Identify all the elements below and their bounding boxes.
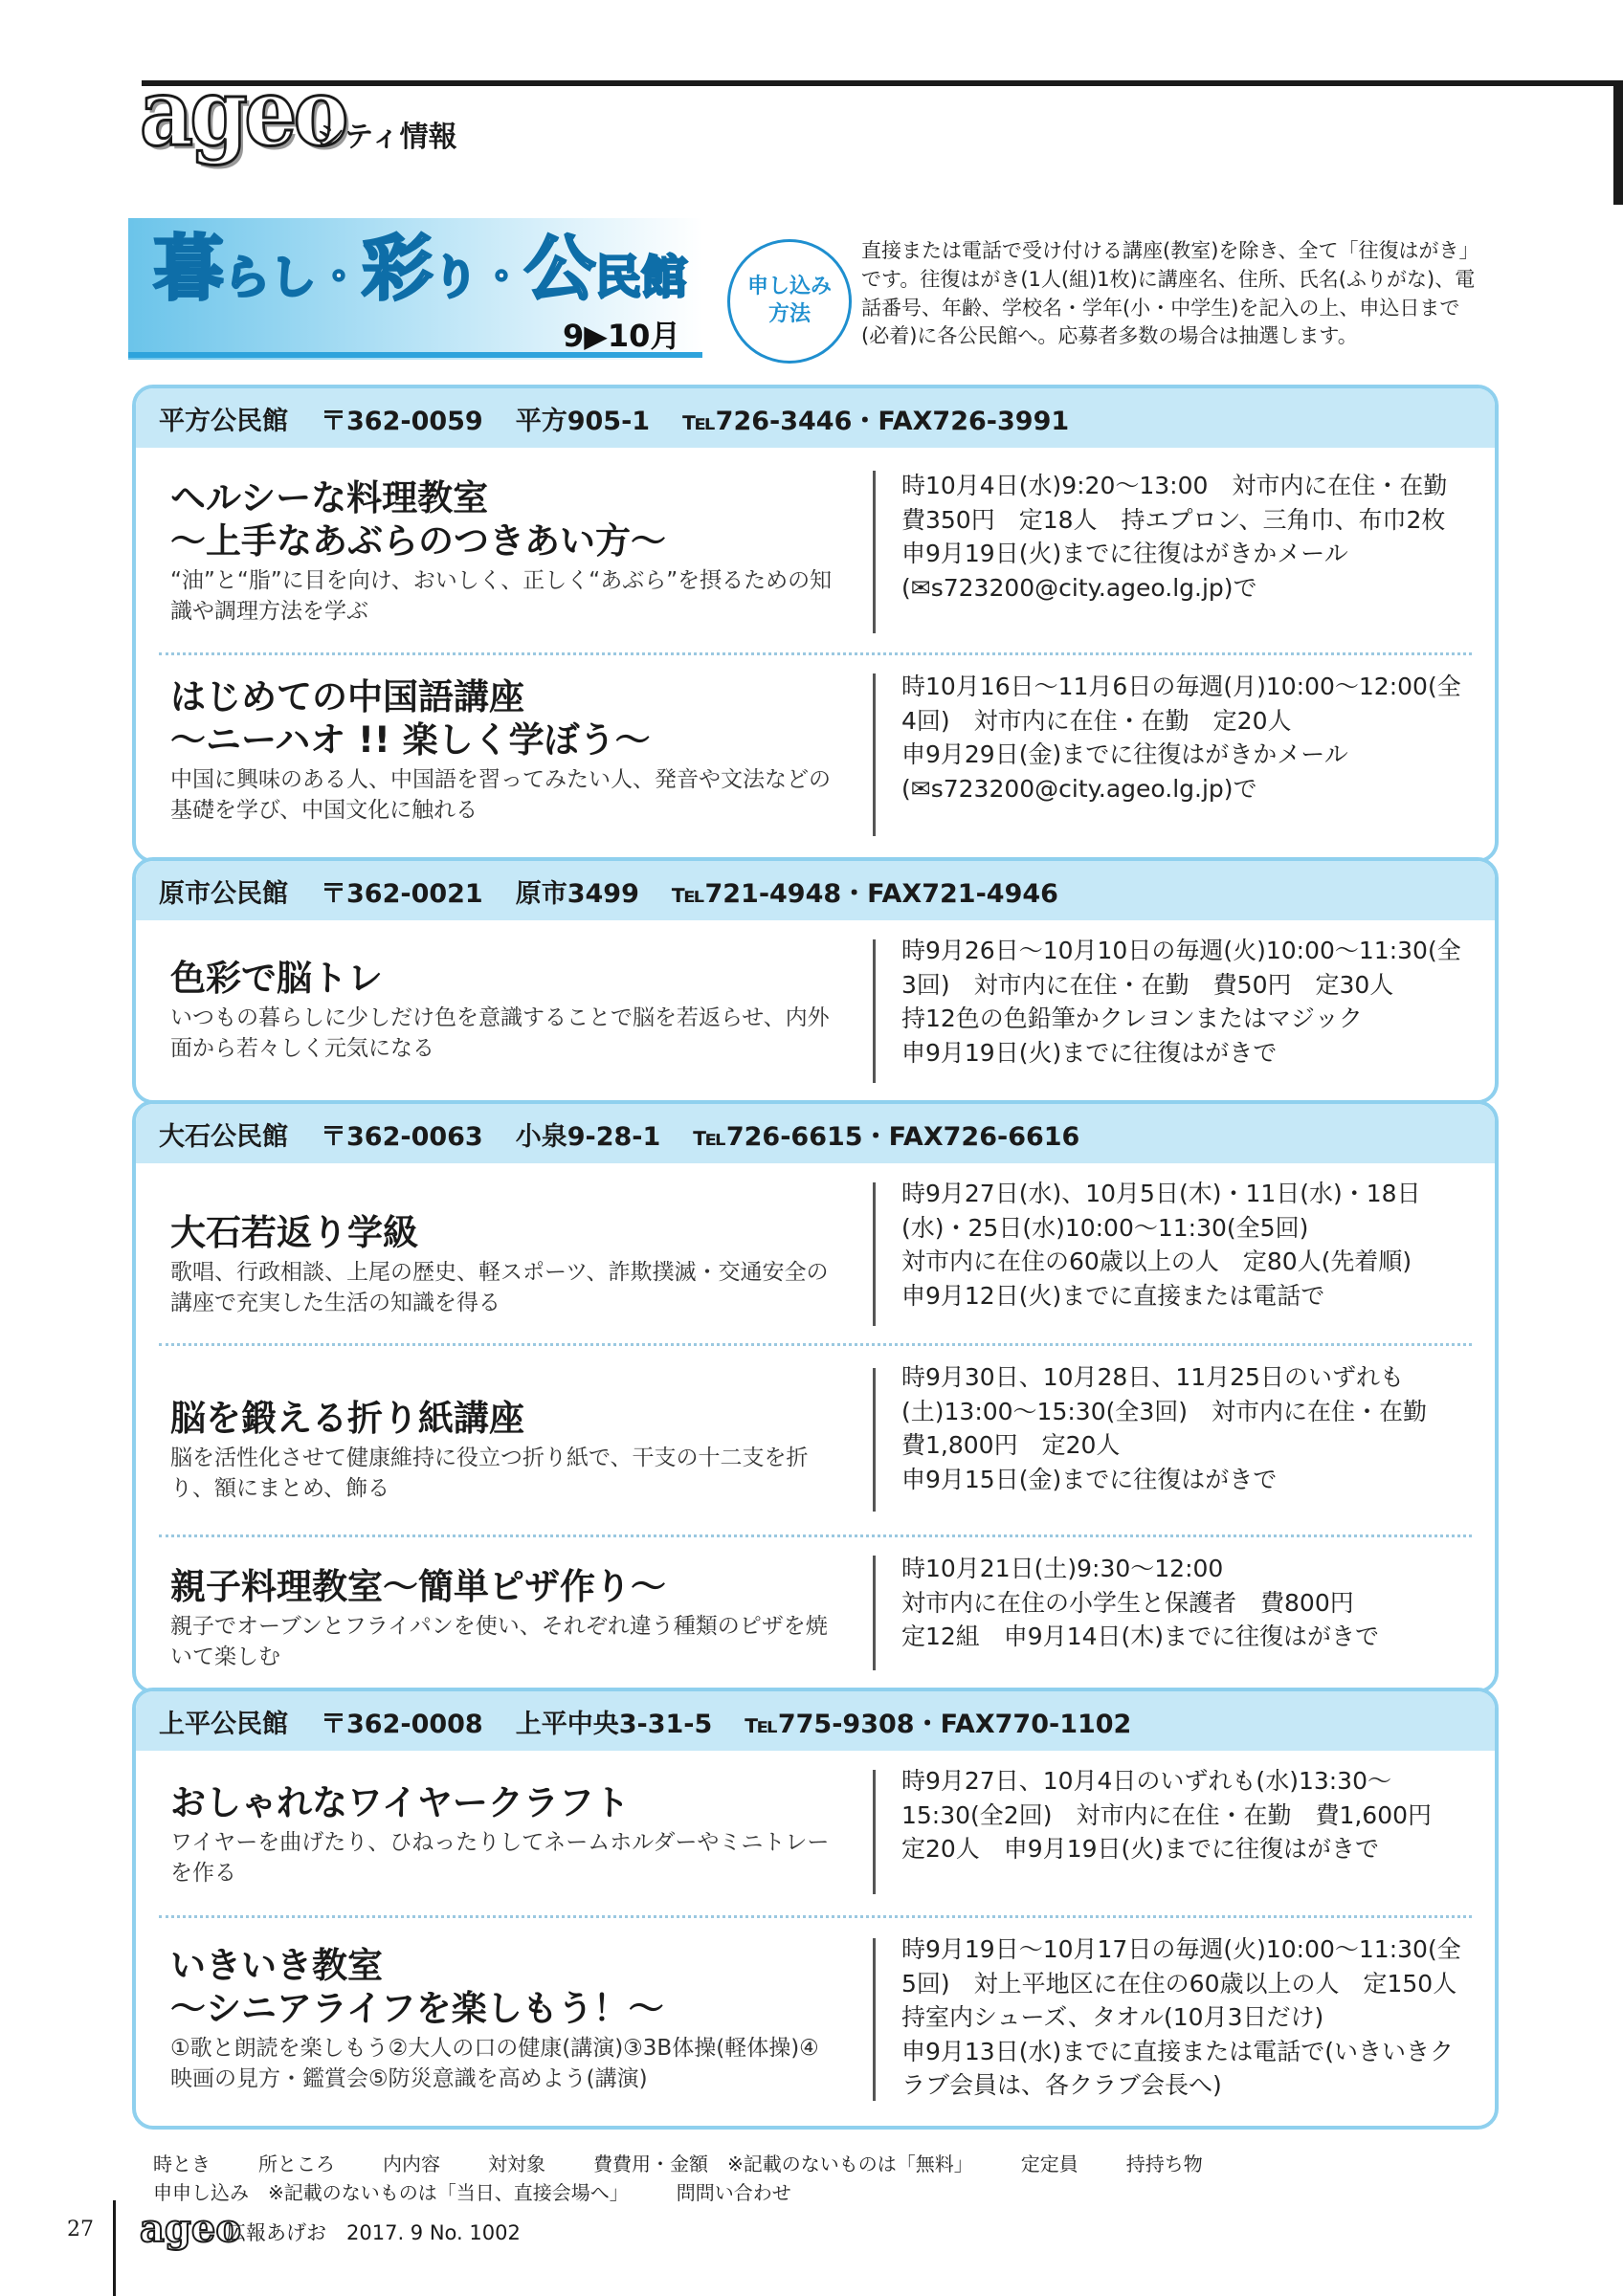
course-description: 脳を活性化させて健康維持に役立つ折り紙で、干支の十二支を折り、額にまとめ、飾る <box>170 1446 809 1501</box>
hall-address: 平方905-1 <box>515 406 651 436</box>
hall-name: 上平公民館 <box>159 1709 288 1739</box>
apply-method-badge <box>727 239 852 364</box>
banner-title: 暮らし・彩り・公民館 <box>153 228 688 310</box>
course-divider <box>159 1534 1472 1537</box>
section-header <box>136 1104 1495 1163</box>
section-kamihira <box>132 1688 1499 2130</box>
header-rule <box>142 80 1623 86</box>
legend-item: 内内容 <box>383 2152 440 2175</box>
hall-phone: ℡721-4948・FAX721-4946 <box>671 878 1058 909</box>
legend-item: 問問い合わせ <box>676 2181 791 2204</box>
course-description: “油”と“脂”に目を向け、おいしく、正しく“あぶら”を摂るための知識や調理方法を学ぶ <box>170 568 833 624</box>
course-description: 親子でオーブンとフライパンを使い、それぞれ違う種類のピザを焼いて楽しむ <box>170 1614 828 1669</box>
course-divider <box>159 1915 1472 1918</box>
legend-row <box>153 2149 1251 2176</box>
hall-zip: 〒362-0063 <box>321 1121 483 1152</box>
course-description: いつもの暮らしに少しだけ色を意識することで脳を若返らせ、内外面から若々しく元気になる <box>170 1005 830 1061</box>
course-title: おしゃれなワイヤークラフト <box>170 1782 630 1823</box>
course-divider <box>159 1343 1472 1346</box>
course-title: いきいき教室 ～シニアライフを楽しもう！～ <box>170 1945 664 2030</box>
hall-zip: 〒362-0008 <box>321 1709 483 1739</box>
course-item <box>136 920 1495 1096</box>
course-description: 歌唱、行政相談、上尾の歴史、軽スポーツ、詐欺撲滅・交通安全の講座で充実した生活の知識を得る <box>170 1260 829 1315</box>
course-info: 時10月4日(水)9:20～13:00 対市内に在住・在勤 費350円 定18人 持エプロン、三角巾、布巾2枚 申9月19日(火)までに往復はがきかメール (✉s723200@city.ageo.lg.jp)で <box>901 472 1448 602</box>
hall-phone: ℡775-9308・FAX770-1102 <box>745 1709 1132 1739</box>
footer-divider <box>113 2200 116 2296</box>
apply-method-text: 直接または電話で受け付ける講座(教室)を除き、全て「往復はがき」です。往復はがき(1人(組)1枚)に講座名、住所、氏名(ふりがな)、電話番号、年齢、学校名・学年(小・中学生)を記入の上、申込日まで(必着)に各公民館へ。応募者多数の場合は抽選します。 <box>861 239 1479 348</box>
legend-item: 申申し込み ※記載のないものは「当日、直接会場へ」 <box>153 2181 629 2204</box>
section-label: シティ情報 <box>316 121 457 154</box>
course-title: 親子料理教室～簡単ピザ作り～ <box>170 1566 666 1607</box>
section-oishi <box>132 1100 1499 1693</box>
column-divider <box>873 673 876 836</box>
page-number: 27 <box>67 2218 94 2241</box>
course-item <box>136 1919 1495 2120</box>
legend-item: 対対象 <box>488 2152 545 2175</box>
section-header <box>136 861 1495 920</box>
course-info: 時9月27日、10月4日のいずれも(水)13:30～15:30(全2回) 対市内に在住・在勤 費1,600円 定20人 申9月19日(火)までに往復はがきで <box>901 1767 1433 1863</box>
apply-method-label: 申し込み 方法 <box>746 275 832 326</box>
legend-item: 持持ち物 <box>1125 2152 1203 2175</box>
footer-issue-info: 広報あげお 2017. 9 No. 1002 <box>226 2221 521 2244</box>
hall-zip: 〒362-0059 <box>321 406 483 436</box>
hall-address: 小泉9-28-1 <box>515 1121 661 1152</box>
column-divider <box>873 1182 876 1326</box>
ageo-logo: ageo <box>140 58 345 166</box>
column-divider <box>873 1368 876 1512</box>
header-side-bar <box>1613 80 1623 205</box>
section-hirakata <box>132 385 1499 863</box>
legend-item: 時とき <box>153 2152 211 2175</box>
footer-logo: ageo <box>140 2206 242 2251</box>
course-title: 大石若返り学級 <box>170 1212 418 1253</box>
hall-phone: ℡726-6615・FAX726-6616 <box>693 1121 1080 1152</box>
course-item <box>136 1347 1495 1534</box>
column-divider <box>873 1770 876 1894</box>
course-info: 時9月19日～10月17日の毎週(火)10:00～11:30(全5回) 対上平地区に在住の60歳以上の人 定150人 持室内シューズ、タオル(10月3日だけ) 申9月13日(水)までに直接または電話で(いきいきクラブ会員は、各クラブ会長へ) <box>901 1935 1461 2099</box>
column-divider <box>873 939 876 1083</box>
hall-address: 原市3499 <box>515 878 639 909</box>
course-description: ワイヤーを曲げたり、ひねったりしてネームホルダーやミニトレーを作る <box>170 1830 830 1886</box>
course-description: 中国に興味のある人、中国語を習ってみたい人、発音や文法などの基礎を学び、中国文化に触れる <box>170 767 831 823</box>
course-info: 時9月27日(水)、10月5日(木)・11日(水)・18日(水)・25日(水)10:00～11:30(全5回) 対市内に在住の60歳以上の人 定80人(先着順) 申9月12日(火)までに直接または電話で <box>901 1180 1421 1310</box>
legend-item: 所ところ <box>258 2152 335 2175</box>
course-title: 脳を鍛える折り紙講座 <box>170 1398 524 1439</box>
hall-address: 上平中央3-31-5 <box>515 1709 713 1739</box>
course-title: 色彩で脳トレ <box>170 958 383 999</box>
column-divider <box>873 471 876 633</box>
course-title: ヘルシーな料理教室 ～上手なあぶらのつきあい方～ <box>170 477 666 563</box>
hall-phone: ℡726-3446・FAX726-3991 <box>682 406 1070 436</box>
course-divider <box>159 652 1472 655</box>
hall-name: 原市公民館 <box>159 878 288 909</box>
course-title: はじめての中国語講座 ～ニーハオ !! 楽しく学ぼう～ <box>170 676 651 762</box>
course-item <box>136 656 1495 853</box>
legend-item: 定定員 <box>1020 2152 1078 2175</box>
course-info: 時10月21日(土)9:30～12:00 対市内に在住の小学生と保護者 費800円 定12組 申9月14日(木)までに往復はがきで <box>901 1555 1380 1650</box>
legend-item: 費費用・金額 ※記載のないものは「無料」 <box>593 2152 973 2175</box>
course-description: ①歌と朗読を楽しもう②大人の口の健康(講演)③3B体操(軽体操)④映画の見方・鑑賞会⑤防災意識を高めよう(講演) <box>170 2036 819 2091</box>
course-item <box>136 1538 1495 1684</box>
column-divider <box>873 1556 876 1670</box>
course-item <box>136 1163 1495 1345</box>
course-info: 時9月26日～10月10日の毎週(火)10:00～11:30(全3回) 対市内に在住・在勤 費50円 定30人 持12色の色鉛筆かクレヨンまたはマジック 申9月19日(火)までに往復はがきで <box>901 937 1461 1067</box>
hall-name: 大石公民館 <box>159 1121 288 1152</box>
course-item <box>136 448 1495 654</box>
section-haraichi <box>132 857 1499 1104</box>
section-header <box>136 1691 1495 1751</box>
column-divider <box>873 1938 876 2101</box>
legend-row <box>153 2177 839 2205</box>
course-item <box>136 1751 1495 1911</box>
hall-zip: 〒362-0021 <box>321 878 483 909</box>
course-info: 時9月30日、10月28日、11月25日のいずれも(土)13:00～15:30(全3回) 対市内に在住・在勤 費1,800円 定20人 申9月15日(金)までに往復はがきで <box>901 1363 1428 1493</box>
banner-date: 9▶10月 <box>563 318 681 354</box>
course-info: 時10月16日～11月6日の毎週(月)10:00～12:00(全4回) 対市内に在住・在勤 定20人 申9月29日(金)までに往復はがきかメール (✉s723200@city.ageo.lg.jp)で <box>901 673 1461 803</box>
hall-name: 平方公民館 <box>159 406 288 436</box>
section-header <box>136 388 1495 448</box>
